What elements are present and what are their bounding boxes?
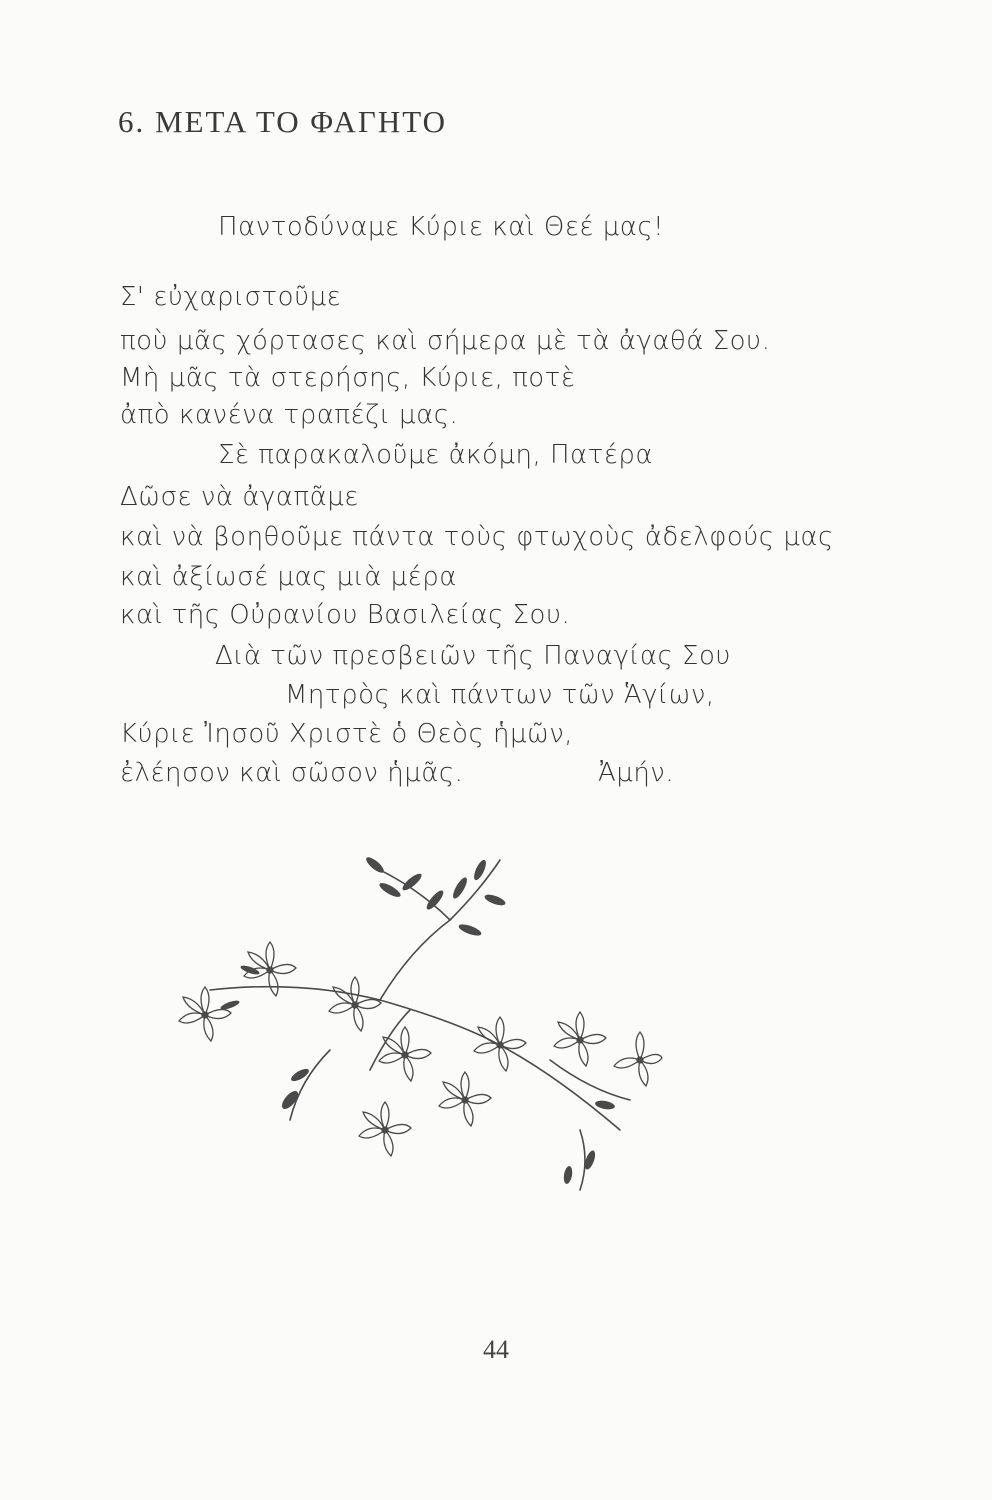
prayer-line: ἀπὸ κανένα τραπέζι μας. <box>120 400 459 430</box>
prayer-line: Διὰ τῶν πρεσβειῶν τῆς Παναγίας Σου <box>215 641 731 671</box>
prayer-line: Μὴ μᾶς τὰ στερήσης, Κύριε, ποτὲ <box>120 363 576 393</box>
prayer-line: ποὺ μᾶς χόρτασες καὶ σήμερα μὲ τὰ ἀγαθά Σου. <box>120 326 771 356</box>
prayer-invocation: Παντοδύναμε Κύριε καὶ Θεέ μας! <box>218 212 665 242</box>
section-heading: 6. ΜΕΤΑ ΤΟ ΦΑΓΗΤΟ <box>118 104 447 139</box>
page-number: 44 <box>483 1335 509 1364</box>
prayer-line: Δῶσε νὰ ἀγαπᾶμε <box>120 482 359 512</box>
prayer-line: καὶ τῆς Οὐρανίου Βασιλείας Σου. <box>120 600 571 630</box>
prayer-line: ἐλέησον καὶ σῶσον ἡμᾶς. <box>120 758 464 788</box>
prayer-line: Σὲ παρακαλοῦμε ἀκόμη, Πατέρα <box>218 440 654 470</box>
floral-sprig-illustration <box>150 830 670 1210</box>
prayer-line: καὶ ἀξίωσέ μας μιὰ μέρα <box>120 562 457 592</box>
prayer-line: Σ' εὐχαριστοῦμε <box>120 282 342 312</box>
prayer-line: Μητρὸς καὶ πάντων τῶν Ἁγίων, <box>285 680 715 710</box>
prayer-line: Κύριε Ἰησοῦ Χριστὲ ὁ Θεὸς ἡμῶν, <box>120 719 574 749</box>
prayer-line: καὶ νὰ βοηθοῦμε πάντα τοὺς φτωχοὺς ἀδελφούς μας <box>120 522 834 552</box>
amen-word: Ἀμήν. <box>598 758 675 788</box>
